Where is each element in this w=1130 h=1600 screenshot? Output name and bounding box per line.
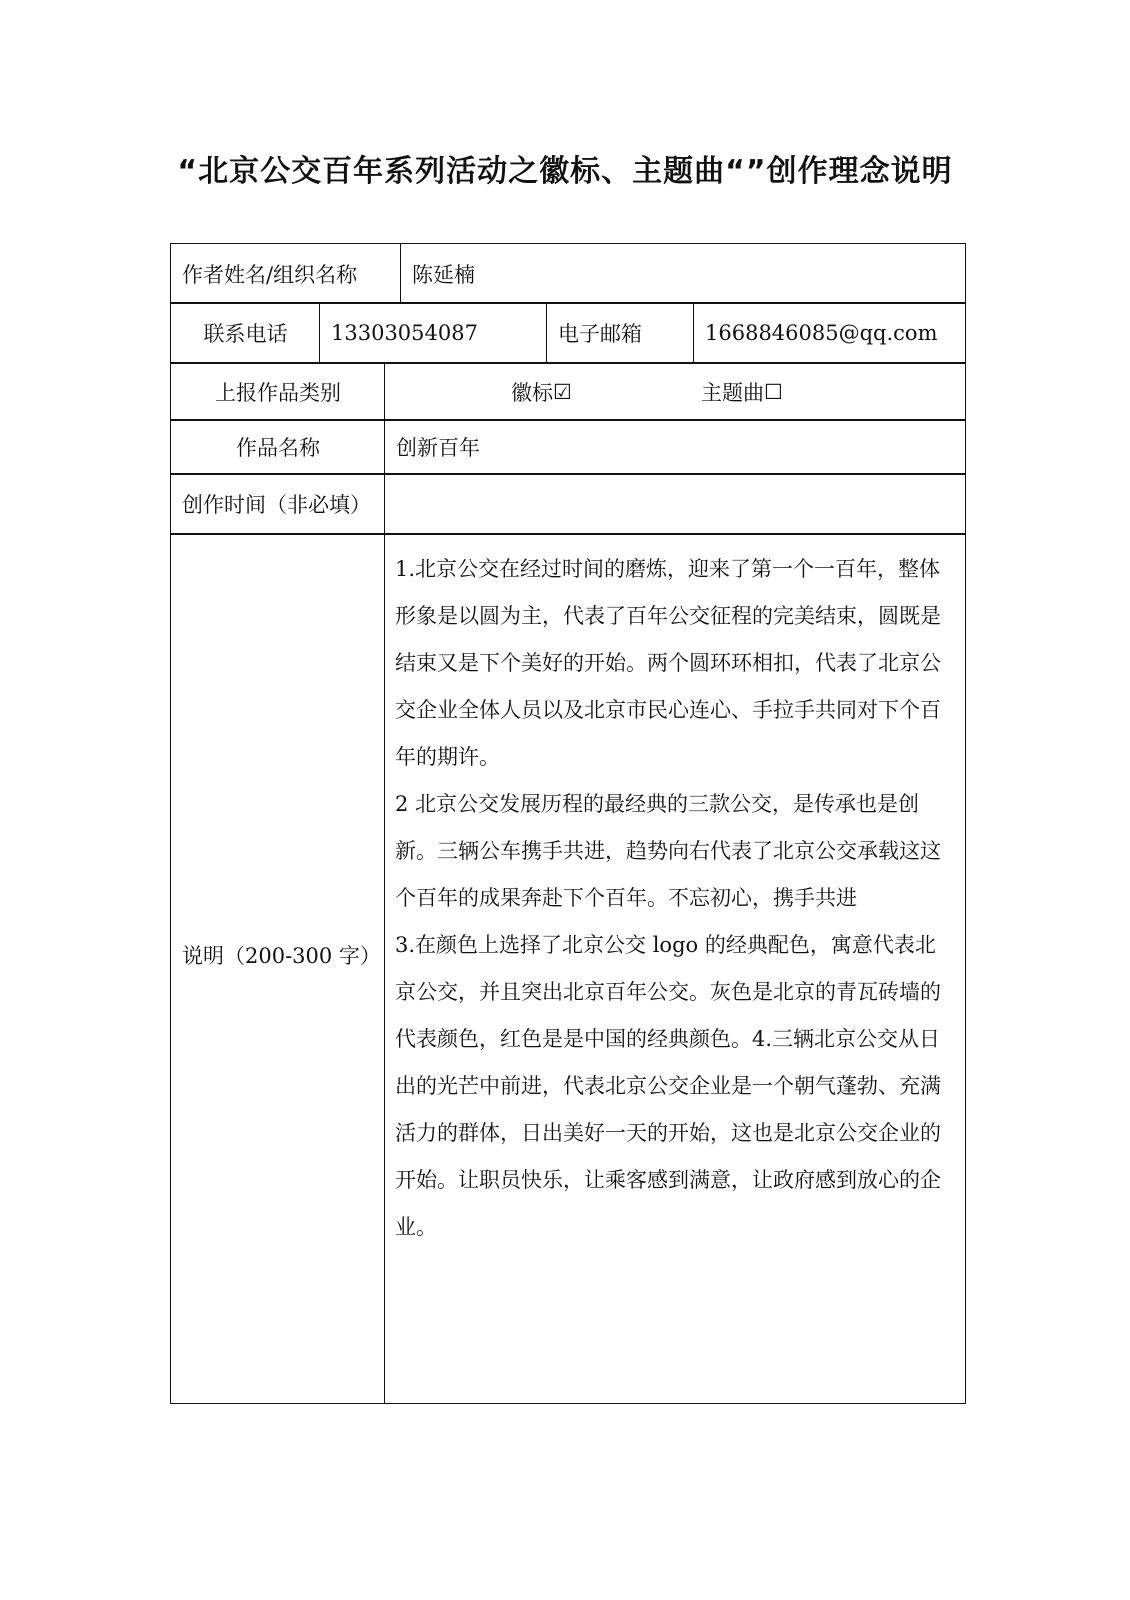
description-label: 说明（200-300 字） — [182, 944, 381, 968]
creation-time-value — [385, 474, 955, 534]
category-row — [170, 362, 966, 421]
author-label: 作者姓名/组织名称 — [182, 262, 358, 287]
author-value: 陈延楠 — [412, 262, 475, 287]
creation-time-label: 创作时间（非必填） — [182, 493, 371, 517]
category-label: 上报作品类别 — [215, 380, 341, 405]
divider — [384, 363, 385, 420]
description-paragraph-1: 1.北京公交在经过时间的磨炼，迎来了第一个一百年，整体形象是以圆为主，代表了百年公交征程的完美结束，圆既是结束又是下个美好的开始。两个圆环环相扣，代表了北京公交企业全体人员以及北京市民心连心、手拉手共同对下个百年的期许。 — [395, 557, 941, 769]
checkbox-checked-icon[interactable]: ☑ — [553, 379, 572, 404]
category-option-label: 主题曲 — [701, 380, 764, 405]
work-name-value: 创新百年 — [396, 436, 480, 460]
page-title: “北京公交百年系列活动之徽标、主题曲“”创作理念说明 — [177, 154, 953, 189]
category-option-logo[interactable] — [511, 363, 572, 420]
category-option-song[interactable] — [701, 363, 783, 420]
email-value: 1668846085@qq.com — [705, 321, 938, 345]
author-row — [170, 243, 966, 304]
phone-value: 13303054087 — [331, 321, 478, 345]
work-name-row — [170, 419, 966, 475]
creation-time-row — [170, 473, 966, 535]
email-label: 电子邮箱 — [558, 322, 642, 346]
checkbox-empty-icon[interactable]: ☐ — [764, 379, 783, 404]
work-name-label: 作品名称 — [236, 436, 320, 460]
description-paragraph-2: 2 北京公交发展历程的最经典的三款公交，是传承也是创新。三辆公车携手共进，趋势向右代表了北京公交承载这这个百年的成果奔赴下个百年。不忘初心，携手共进 — [395, 792, 941, 910]
contact-row — [170, 302, 966, 364]
category-option-label: 徽标 — [511, 380, 553, 405]
description-cell — [385, 534, 963, 1403]
phone-label: 联系电话 — [203, 322, 288, 346]
description-paragraph-3: 3.在颜色上选择了北京公交 logo 的经典配色，寓意代表北京公交，并且突出北京百年公交。灰色是北京的青瓦砖墙的代表颜色，红色是是中国的经典颜色。4.三辆北京公交从日出的光芒中前进，代表北京公交企业是一个朝气蓬勃、充满活力的群体，日出美好一天的开始，这也是北京公交企业的开始。让职员快乐，让乘客感到满意，让政府感到放心的企业。 — [395, 933, 941, 1239]
description-text — [395, 546, 955, 1251]
description-row — [170, 533, 966, 1404]
